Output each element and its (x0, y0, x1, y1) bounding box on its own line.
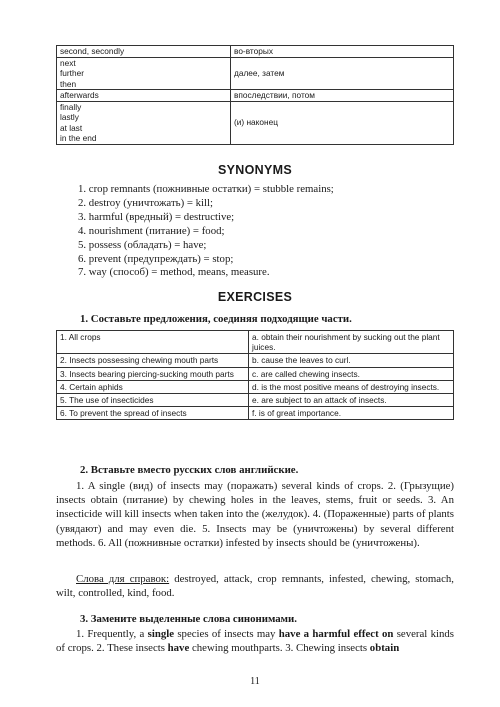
task2-title: 2. Вставьте вместо русских слов английские. (80, 464, 299, 476)
task2-reference (56, 572, 454, 600)
matching-right: c. are called chewing insects. (249, 367, 454, 380)
highlighted-word: have a harmful effect on (278, 628, 394, 640)
matching-right: f. is of great importance. (249, 407, 454, 420)
connector-russian: далее, затем (231, 57, 454, 90)
task1-title: 1. Составьте предложения, соединяя подходящие части. (80, 313, 352, 325)
synonym-item: 3. harmful (вредный) = destructive; (78, 210, 235, 223)
matching-left: 1. All crops (57, 331, 249, 354)
synonym-item: 6. prevent (предупреждать) = stop; (78, 252, 234, 265)
text-fragment: species of insects may (174, 628, 279, 640)
connector-word: further (60, 68, 84, 78)
text-fragment: chewing mouthparts. 3. Chewing insects (189, 642, 370, 655)
matching-row (57, 380, 454, 393)
synonym-item: 1. crop remnants (пожнивные остатки) = stubble remains; (78, 183, 334, 195)
matching-right: d. is the most positive means of destroying insects. (249, 380, 454, 393)
task3-text (56, 627, 454, 655)
matching-row (57, 354, 454, 367)
page-number: 11 (250, 676, 260, 687)
connector-word: in the end (60, 133, 97, 143)
matching-left: 2. Insects possessing chewing mouth parts (57, 354, 249, 367)
connector-row (57, 90, 454, 102)
task2-text: 1. A single (вид) of insects may (поражать) several kinds of crops. 2. (Грызущие) insects obtain (питание) by chewing holes in the leaves, stems, fruit or seeds. 3. An insecticide will kill insects when taken into the (желудок). 4. (Пораженные) parts of plants (увядают) and may even die. 5. Insects may be (уничтожены) by several different methods. 6. All (пожнивные остатки) infested by insects should be (уничтожены). (56, 480, 454, 549)
connector-russian: впоследствии, потом (231, 90, 454, 102)
reference-words: destroyed, attack, crop remnants, infested, chewing, stomach, wilt, controlled, kind, food. (56, 573, 454, 600)
highlighted-word: have (167, 642, 190, 655)
matching-row (57, 407, 454, 420)
matching-left: 5. The use of insecticides (57, 394, 249, 407)
task3-title: 3. Замените выделенные слова синонимами. (80, 613, 297, 625)
connector-russian: (и) наконец (231, 101, 454, 144)
synonym-item: 2. destroy (уничтожать) = kill; (78, 196, 214, 209)
connectors-table (56, 45, 454, 145)
matching-table (56, 330, 454, 420)
matching-row (57, 367, 454, 380)
connector-word: then (60, 78, 77, 89)
synonyms-list (78, 183, 334, 280)
synonym-item: 5. possess (обладать) = have; (78, 238, 207, 251)
task2-paragraph (56, 479, 454, 550)
connector-row (57, 46, 454, 58)
connector-word: at last (60, 122, 83, 133)
highlighted-word: single (147, 628, 175, 640)
matching-right: b. cause the leaves to curl. (249, 354, 454, 367)
connector-word: next (60, 57, 76, 68)
matching-right: a. obtain their nourishment by sucking out the plant juices. (249, 331, 454, 354)
synonyms-heading: SYNONYMS (218, 163, 292, 177)
reference-label: Слова для справок: (76, 573, 170, 585)
connector-word: lastly (60, 112, 79, 122)
connector-row (57, 101, 454, 144)
matching-row (57, 394, 454, 407)
text-fragment: 1. Frequently, a (76, 628, 148, 640)
task3-paragraph (56, 627, 454, 655)
connector-english (57, 101, 231, 144)
connector-word: finally (60, 101, 82, 112)
connector-russian: во-вторых (231, 46, 454, 58)
connector-word: second, secondly (60, 46, 125, 56)
matching-right: e. are subject to an attack of insects. (249, 394, 454, 407)
synonym-item: 4. nourishment (питание) = food; (78, 224, 225, 237)
connector-english (57, 90, 231, 102)
matching-left: 4. Certain aphids (57, 380, 249, 393)
connector-english (57, 46, 231, 58)
matching-left: 6. To prevent the spread of insects (57, 407, 249, 420)
highlighted-word: obtain (369, 642, 400, 655)
synonym-item: 7. way (способ) = method, means, measure. (78, 266, 270, 279)
connector-word: afterwards (60, 90, 99, 100)
matching-row (57, 331, 454, 354)
connector-english (57, 57, 231, 90)
matching-left: 3. Insects bearing piercing-sucking mouth parts (57, 367, 249, 380)
exercises-heading: EXERCISES (217, 290, 293, 304)
text-fragment: several kinds of crops. 2. These insects (56, 628, 454, 655)
connector-row (57, 57, 454, 90)
